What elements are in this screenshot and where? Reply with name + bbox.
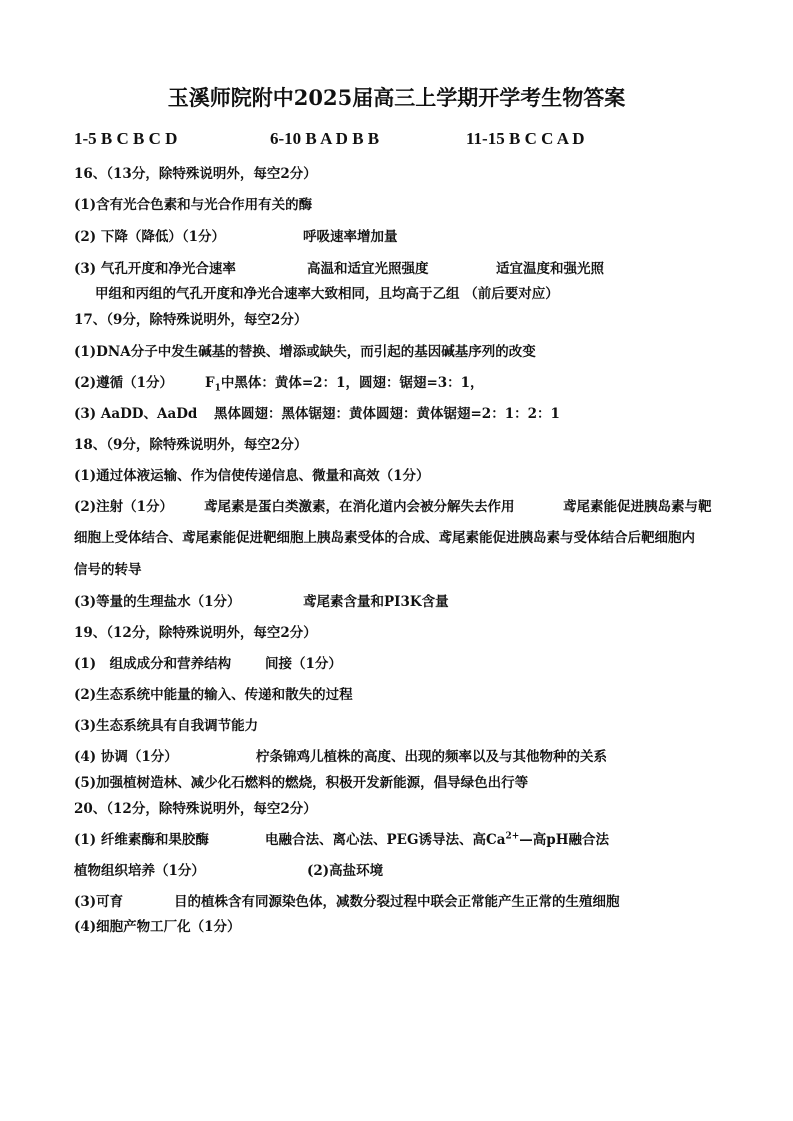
q16-answer-2a: (2) 下降（降低）（1分） [74, 229, 226, 245]
q16-answer-3d: 甲组和丙组的气孔开度和净光合速率大致相同，且均高于乙组 （前后要对应） [95, 286, 559, 302]
q20-answer-1c: 植物组织培养（1分） [74, 863, 205, 879]
q19-answer-4b: 柠条锦鸡儿植株的高度、出现的频率以及与其他物种的关系 [256, 749, 607, 765]
q17-answer-3a: (3) AaDD、AaDd [74, 406, 198, 422]
q20-answer-2: (2)高盐环境 [307, 863, 384, 879]
q16-answer-3c: 适宜温度和强光照 [496, 261, 604, 277]
choice-answers-1-5 [74, 128, 177, 150]
q18-answer-2c: 鸢尾素能促进胰岛素与靶 [563, 499, 712, 515]
q19-answer-3: (3)生态系统具有自我调节能力 [74, 718, 259, 734]
choice-answers: B C C A D [508, 129, 585, 148]
q19-answer-2: (2)生态系统中能量的输入、传递和散失的过程 [74, 687, 353, 703]
choice-range: 6-10 [270, 129, 302, 148]
q18-answer-2a: (2)注射（1分） [74, 499, 174, 515]
q19-answer-1a: (1) 组成成分和营养结构 [74, 656, 232, 672]
q20-answer-4: (4)细胞产物工厂化（1分） [74, 919, 241, 935]
choice-answers-6-10 [270, 128, 379, 150]
q17-answer-1: (1)DNA分子中发生碱基的替换、增添或缺失，而引起的基因碱基序列的改变 [74, 344, 536, 360]
choice-answers-11-15 [466, 128, 585, 150]
q17-answer-3b: 黑体圆翅：黑体锯翅：黄体圆翅：黄体锯翅=2：1：2：1 [214, 406, 560, 422]
q19-header: 19、（12分，除特殊说明外，每空2分） [74, 625, 317, 641]
q19-answer-1b: 间接（1分） [265, 656, 342, 672]
q16-header: 16、（13分，除特殊说明外，每空2分） [74, 166, 317, 182]
q19-answer-4a: (4) 协调（1分） [74, 749, 178, 765]
choice-answers: B A D B B [305, 129, 380, 148]
q18-answer-2d: 细胞上受体结合、鸢尾素能促进靶细胞上胰岛素受体的合成、鸢尾素能促进胰岛素与受体结合后靶细胞内 [74, 530, 695, 546]
q20-answer-3b: 目的植株含有同源染色体，减数分裂过程中联会正常能产生正常的生殖细胞 [174, 894, 620, 910]
q18-header: 18、（9分，除特殊说明外，每空2分） [74, 437, 308, 453]
q20-answer-1b: 电融合法、离心法、PEG诱导法、高$Ca^{2+}—$高pH融合法 [265, 831, 609, 848]
choice-range: 1-5 [74, 129, 97, 148]
q17-answer-2a: (2)遵循（1分） [74, 375, 174, 391]
page-title: 玉溪师院附中2025届高三上学期开学考生物答案 [167, 85, 626, 110]
choice-answers: B C B C D [100, 129, 178, 148]
q18-answer-3b: 鸢尾素含量和PI3K含量 [303, 594, 449, 610]
q16-answer-3b: 高温和适宜光照强度 [307, 261, 429, 277]
q16-answer-2b: 呼吸速率增加量 [303, 229, 398, 245]
q18-answer-1: (1)通过体液运输、作为信使传递信息、微量和高效（1分） [74, 468, 430, 484]
q20-answer-3a: (3)可育 [74, 894, 124, 910]
q16-answer-3a: (3) 气孔开度和净光合速率 [74, 261, 236, 277]
choice-range: 11-15 [466, 129, 505, 148]
q18-answer-2e: 信号的转导 [74, 562, 142, 578]
q17-header: 17、（9分，除特殊说明外，每空2分） [74, 312, 308, 328]
q20-answer-1a: (1) 纤维素酶和果胶酶 [74, 832, 209, 848]
q18-answer-2b: 鸢尾素是蛋白类激素，在消化道内会被分解失去作用 [204, 499, 515, 515]
q17-answer-2b: $F_1$中黑体：黄体=2：1，圆翅：锯翅=3：1， [205, 375, 484, 394]
q19-answer-5: (5)加强植树造林、减少化石燃料的燃烧，积极开发新能源，倡导绿色出行等 [74, 775, 529, 791]
q18-answer-3a: (3)等量的生理盐水（1分） [74, 594, 241, 610]
q20-header: 20、（12分，除特殊说明外，每空2分） [74, 801, 317, 817]
q16-answer-1: (1)含有光合色素和与光合作用有关的酶 [74, 197, 313, 213]
